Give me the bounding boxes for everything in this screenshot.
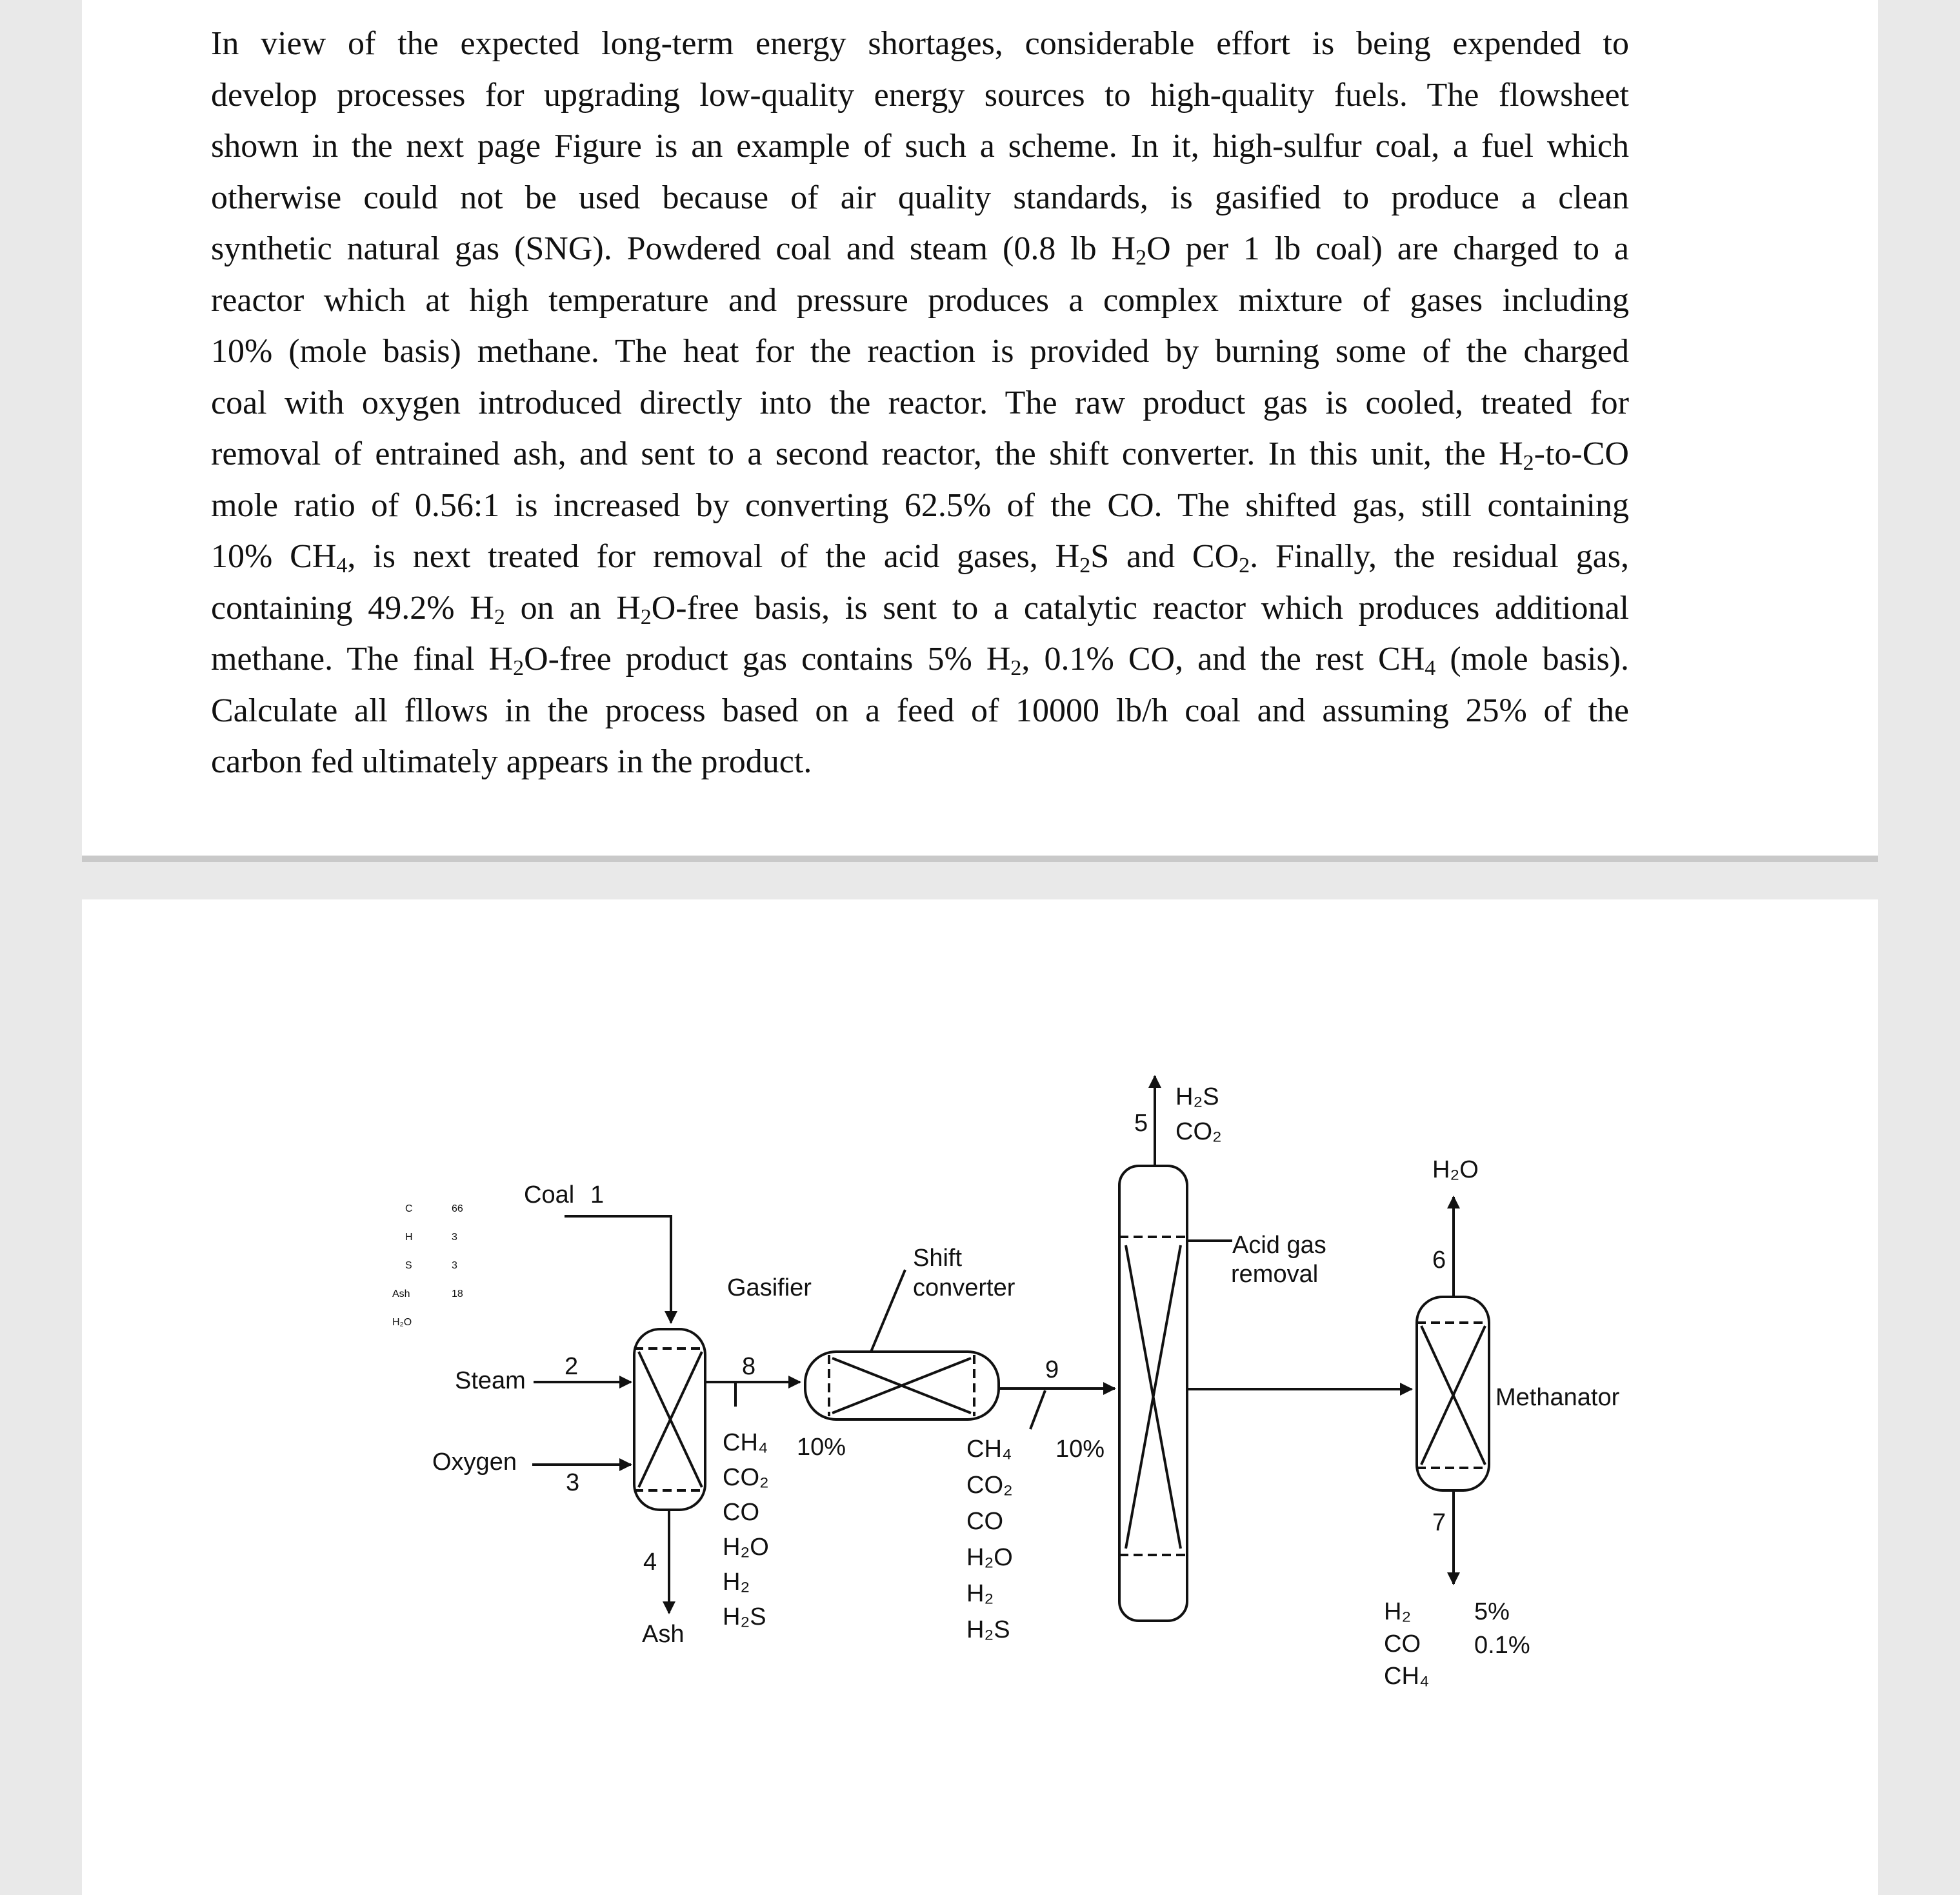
subscript: 4: [1425, 656, 1436, 680]
stream-9-component: H₂S: [966, 1616, 1010, 1643]
stream-8-component: H₂: [723, 1569, 750, 1596]
coal-species: H₂O: [392, 1317, 412, 1328]
stream-8-component: CO: [723, 1499, 759, 1526]
coal-species-value: 66: [452, 1203, 463, 1214]
problem-text: develop processes for upgrading low-quality energy sources to high-quality fuels. The flowsheet: [211, 76, 1629, 114]
stream-9-label: 9: [1045, 1356, 1059, 1383]
problem-text: methane. The final H: [211, 641, 514, 677]
problem-text: reactor which at high temperature and pressure produces a complex mixture of gases including: [211, 281, 1629, 319]
subscript: 2: [640, 605, 652, 629]
stream-9-components: [966, 1436, 1013, 1643]
stream-9-component: CH₄: [966, 1436, 1012, 1463]
gasifier-label: Gasifier: [727, 1274, 812, 1301]
product-component: H₂: [1384, 1598, 1412, 1625]
product-component: CH₄: [1384, 1663, 1430, 1690]
product-components: [1384, 1598, 1429, 1690]
subscript: 4: [336, 554, 348, 577]
acid-gas-components: [1175, 1083, 1222, 1145]
stream-3-label: 3: [566, 1469, 580, 1496]
acid-gas-component: CO₂: [1175, 1118, 1222, 1145]
steam-label: Steam: [455, 1367, 526, 1394]
product-values: [1474, 1598, 1530, 1659]
subscript: 2: [1079, 554, 1091, 577]
subscript: 2: [494, 605, 505, 629]
problem-text: O per 1 lb coal) are charged to a: [1146, 230, 1629, 267]
acid-gas-label-1: Acid gas: [1232, 1232, 1326, 1259]
problem-text: O-free basis, is sent to a catalytic reactor which produces additional: [651, 589, 1630, 627]
ash-label: Ash: [642, 1621, 685, 1648]
coal-species-value: 3: [452, 1232, 457, 1243]
subscript: 2: [1010, 656, 1022, 680]
stream-6-label: 6: [1432, 1247, 1446, 1274]
coal-species: Ash: [392, 1288, 410, 1299]
coal-species: S: [405, 1260, 412, 1271]
stream-8-label: 8: [742, 1353, 756, 1380]
coal-species: C: [405, 1203, 413, 1214]
problem-text: (mole basis).: [1435, 641, 1630, 677]
stream-9-component: H₂: [966, 1580, 994, 1607]
problem-text: mole ratio of 0.56:1 is increased by converting 62.5% of the CO. The shifted gas, still containing: [211, 486, 1629, 524]
subscript: 2: [1239, 554, 1250, 577]
shift-label-1: Shift: [913, 1245, 963, 1272]
problem-text: O-free product gas contains 5% H: [524, 641, 1011, 677]
stream-8-component: H₂S: [723, 1603, 766, 1630]
stream-8-ch4-pct: 10%: [797, 1434, 846, 1461]
problem-text: synthetic natural gas (SNG). Powdered coal and steam (0.8 lb H: [211, 230, 1136, 267]
stream-9-component: CO: [966, 1508, 1003, 1535]
problem-text: 10% CH: [211, 538, 337, 575]
product-component: CO: [1384, 1630, 1421, 1658]
coal-species-value: 3: [452, 1260, 457, 1271]
problem-text: , is next treated for removal of the acid gases, H: [347, 538, 1080, 575]
subscript: 2: [1135, 246, 1147, 270]
stream-9-component: H₂O: [966, 1544, 1013, 1571]
coal-species-value: 18: [452, 1288, 463, 1299]
coal-label: Coal: [524, 1181, 575, 1208]
coal-feed-line: [565, 1216, 671, 1323]
subscript: 2: [1523, 451, 1534, 475]
subscript: 2: [513, 656, 525, 680]
problem-text: on an H: [505, 589, 641, 627]
water-out-label: H₂O: [1432, 1156, 1479, 1183]
coal-species: H: [405, 1232, 413, 1243]
product-value: 0.1%: [1474, 1632, 1530, 1659]
coal-composition-table: [392, 1203, 463, 1328]
stream-8-component: CH₄: [723, 1429, 768, 1456]
stream-8-component: CO₂: [723, 1464, 769, 1491]
problem-text: coal with oxygen introduced directly into the reactor. The raw product gas is cooled, treated for: [211, 384, 1629, 421]
problem-text: -to-CO: [1534, 436, 1629, 472]
methanator-label: Methanator: [1495, 1384, 1620, 1411]
stream-9-ch4-pct: 10%: [1055, 1436, 1105, 1463]
problem-text: shown in the next page Figure is an example of such a scheme. In it, high-sulfur coal, a fuel which: [211, 128, 1629, 165]
stream-2-label: 2: [565, 1353, 579, 1380]
problem-text: Calculate all fllows in the process based on a feed of 10000 lb/h coal and assuming 25% of the: [211, 692, 1629, 729]
stream-9-component: CO₂: [966, 1472, 1013, 1499]
problem-text: containing 49.2% H: [211, 589, 494, 627]
problem-text: carbon fed ultimately appears in the product.: [211, 743, 812, 780]
stream-1-label: 1: [590, 1181, 605, 1208]
problem-text: removal of entrained ash, and sent to a second reactor, the shift converter. In this unit, the H: [211, 436, 1523, 472]
problem-text: In view of the expected long-term energy shortages, considerable effort is being expended to: [211, 25, 1629, 62]
stream-8-components: [723, 1429, 769, 1630]
problem-text: otherwise could not be used because of air quality standards, is gasified to produce a clean: [211, 179, 1629, 216]
shift-label-2: converter: [913, 1274, 1015, 1301]
stream-7-label: 7: [1432, 1509, 1446, 1536]
problem-text: . Finally, the residual gas,: [1250, 538, 1629, 575]
problem-text: 10% (mole basis) methane. The heat for the reaction is provided by burning some of the charged: [211, 333, 1629, 370]
acid-gas-component: H₂S: [1175, 1083, 1219, 1110]
problem-text: S and CO: [1090, 538, 1239, 575]
oxygen-label: Oxygen: [432, 1449, 517, 1476]
stream-8-component: H₂O: [723, 1534, 769, 1561]
product-value: 5%: [1474, 1598, 1510, 1625]
problem-text: , 0.1% CO, and the rest CH: [1021, 641, 1425, 677]
stream-4-label: 4: [643, 1549, 657, 1576]
stream-5-label: 5: [1134, 1110, 1148, 1137]
acid-gas-label-2: removal: [1231, 1261, 1319, 1288]
